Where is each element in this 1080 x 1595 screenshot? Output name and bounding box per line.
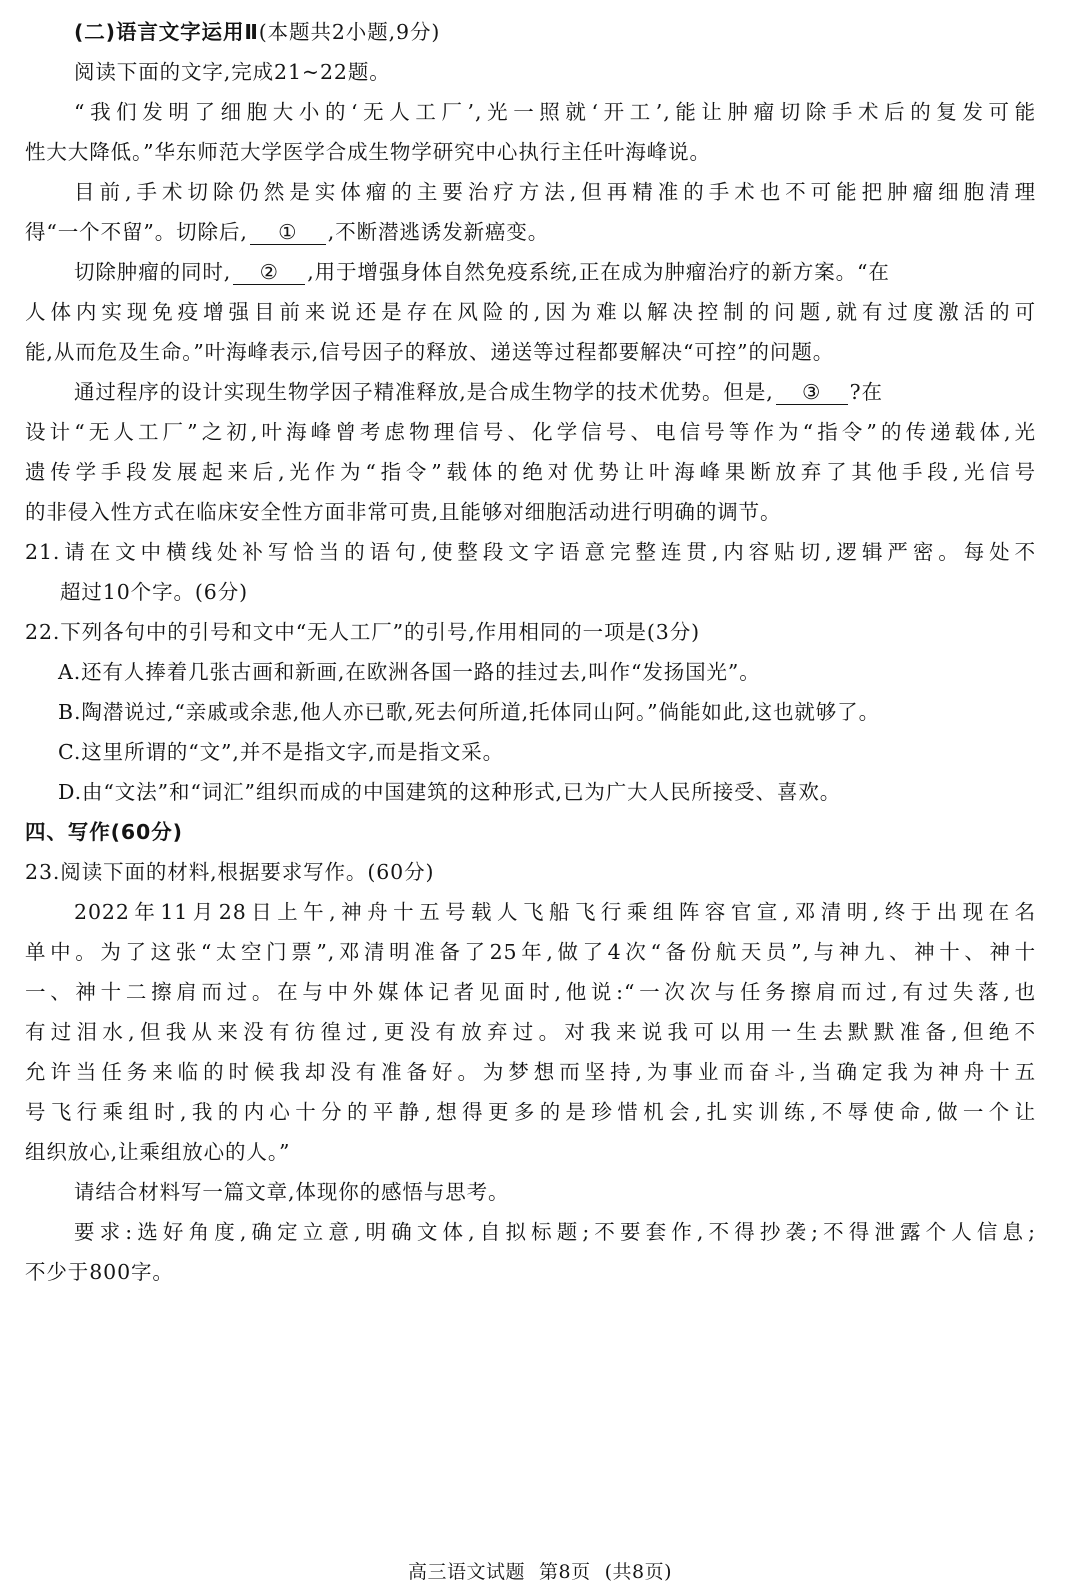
- question-23-stem: 23.阅读下面的材料,根据要求写作。(60分): [25, 860, 435, 884]
- passage-p3-text-b: ,用于增强身体自然免疫系统,正在成为肿瘤治疗的新方案。“在: [307, 260, 890, 284]
- passage-p3-line3: 能,从而危及生命。”叶海峰表示,信号因子的释放、递送等过程都要解决“可控”的问题。: [25, 340, 835, 364]
- writing-task: 请结合材料写一篇文章,体现你的感悟与思考。: [74, 1180, 510, 1204]
- writing-requirements-line2: 不少于800字。: [25, 1260, 174, 1284]
- material-line2: 单中。为了这张“太空门票”,邓清明准备了25年,做了4次“备份航天员”,与神九、神十、神十: [25, 940, 1036, 964]
- passage-p4-text-b: ?在: [849, 380, 883, 404]
- footer-total-pages: (共8页): [604, 1561, 673, 1583]
- section-heading: [74, 17, 440, 47]
- question-22-option-a: A.还有人捧着几张古画和新画,在欧洲各国一路的挂过去,叫作“发扬国光”。: [58, 660, 761, 684]
- material-line3: 一、神十二擦肩而过。在与中外媒体记者见面时,他说:“一次次与任务擦肩而过,有过失落,也: [25, 980, 1036, 1004]
- passage-p2-line1: 目前,手术切除仍然是实体瘤的主要治疗方法,但再精准的手术也不可能把肿瘤细胞清理: [74, 180, 1036, 204]
- passage-p4-line2: 设计“无人工厂”之初,叶海峰曾考虑物理信号、化学信号、电信号等作为“指令”的传递载体,光: [25, 420, 1036, 444]
- passage-p1-line1: “我们发明了细胞大小的‘无人工厂’,光一照就‘开工’,能让肿瘤切除手术后的复发可能: [74, 100, 1036, 124]
- writing-requirements-line1: 要求:选好角度,确定立意,明确文体,自拟标题;不要套作,不得抄袭;不得泄露个人信息;: [74, 1220, 1036, 1244]
- passage-p3-line2: 人体内实现免疫增强目前来说还是存在风险的,因为难以解决控制的问题,就有过度激活的可: [25, 300, 1036, 324]
- passage-p4-line4: 的非侵入性方式在临床安全性方面非常可贵,且能够对细胞活动进行明确的调节。: [25, 500, 782, 524]
- page-footer: [0, 1558, 1080, 1586]
- answer-blank-2: ②: [233, 260, 305, 285]
- passage-p4-line3: 遗传学手段发展起来后,光作为“指令”载体的绝对优势让叶海峰果断放弃了其他手段,光信号: [25, 460, 1036, 484]
- material-line6: 号飞行乘组时,我的内心十分的平静,想得更多的是珍惜机会,扎实训练,不辱使命,做一个让: [25, 1100, 1036, 1124]
- material-line7: 组织放心,让乘组放心的人。”: [25, 1140, 291, 1164]
- question-22-option-b: B.陶潜说过,“亲戚或余悲,他人亦已歌,死去何所道,托体同山阿。”倘能如此,这也就够了。: [58, 700, 880, 724]
- material-line5: 允许当任务来临的时候我却没有准备好。为梦想而坚持,为事业而奋斗,当确定我为神舟十五: [25, 1060, 1036, 1084]
- section-heading-title: (二)语言文字运用Ⅱ: [74, 20, 259, 44]
- passage-p2-text-a: 得“一个不留”。切除后,: [25, 220, 248, 244]
- answer-blank-3: ③: [776, 380, 848, 405]
- material-line1: 2022年11月28日上午,神舟十五号载人飞船飞行乘组阵容官宣,邓清明,终于出现在名: [74, 900, 1036, 924]
- passage-p4-text-a: 通过程序的设计实现生物学因子精准释放,是合成生物学的技术优势。但是,: [74, 380, 774, 404]
- question-21-line1: 21.请在文中横线处补写恰当的语句,使整段文字语意完整连贯,内容贴切,逻辑严密。每处不: [25, 540, 1036, 564]
- question-22-option-c: C.这里所谓的“文”,并不是指文字,而是指文采。: [58, 740, 505, 764]
- question-22-option-d: D.由“文法”和“词汇”组织而成的中国建筑的这种形式,已为广大人民所接受、喜欢。: [58, 780, 842, 804]
- question-21-line2: 超过10个字。(6分): [60, 580, 249, 604]
- passage-p1-line2: 性大大降低。”华东师范大学医学合成生物学研究中心执行主任叶海峰说。: [25, 140, 711, 164]
- passage-p4-line1: [74, 377, 883, 407]
- passage-p2-text-b: ,不断潜逃诱发新癌变。: [327, 220, 550, 244]
- material-line4: 有过泪水,但我从来没有彷徨过,更没有放弃过。对我来说我可以用一生去默默准备,但绝不: [25, 1020, 1036, 1044]
- passage-p2-line2: [25, 217, 549, 247]
- question-22-stem: 22.下列各句中的引号和文中“无人工厂”的引号,作用相同的一项是(3分): [25, 620, 701, 644]
- section-heading-note: (本题共2小题,9分): [258, 20, 441, 44]
- section-intro: 阅读下面的文字,完成21~22题。: [74, 60, 391, 84]
- section-writing-heading: 四、写作(60分): [25, 820, 183, 844]
- footer-page-number: 第8页: [539, 1561, 591, 1583]
- answer-blank-1: ①: [250, 220, 326, 245]
- passage-p3-text-a: 切除肿瘤的同时,: [74, 260, 232, 284]
- footer-title: 高三语文试题: [407, 1561, 525, 1583]
- passage-p3-line1: [74, 257, 890, 287]
